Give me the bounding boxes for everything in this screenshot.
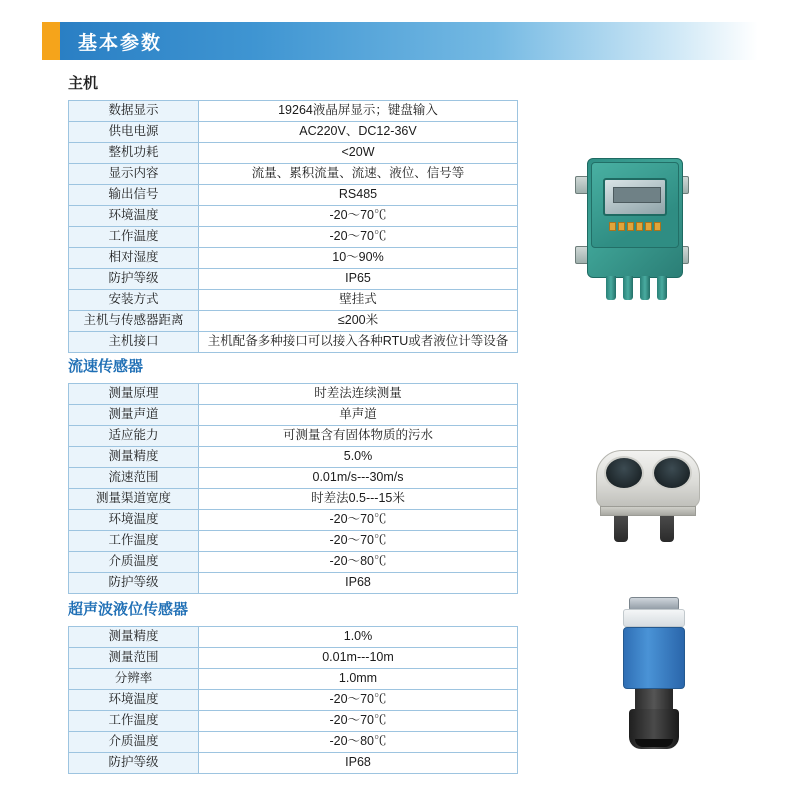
row-value: 1.0%: [199, 627, 518, 648]
banner-accent-block: [42, 22, 60, 60]
table-row: [69, 732, 518, 753]
lcd-screen: [613, 187, 661, 203]
sensor-body: [623, 627, 685, 689]
table-row: [69, 206, 518, 227]
table-row: [69, 290, 518, 311]
row-label: 测量渠道宽度: [69, 489, 199, 510]
display-window: [603, 178, 667, 216]
table-row: [69, 164, 518, 185]
row-value: 5.0%: [199, 447, 518, 468]
table-row: [69, 552, 518, 573]
row-label: 介质温度: [69, 732, 199, 753]
transducer-bore-icon: [604, 456, 644, 490]
mounting-plate: [600, 506, 696, 516]
row-label: 测量原理: [69, 384, 199, 405]
row-value: -20～80℃: [199, 552, 518, 573]
row-label: 主机与传感器距离: [69, 311, 199, 332]
table-row: [69, 185, 518, 206]
row-label: 环境温度: [69, 690, 199, 711]
table-row: [69, 573, 518, 594]
sensor-top-housing: [623, 609, 685, 627]
sensor-stud: [660, 516, 674, 542]
table-row: [69, 447, 518, 468]
level-sensor-photo: [595, 595, 715, 755]
table-row: [69, 627, 518, 648]
row-value: -20～70℃: [199, 711, 518, 732]
row-value: -20～70℃: [199, 227, 518, 248]
section-title-level-sensor: 超声波液位传感器: [68, 601, 189, 618]
table-row: [69, 531, 518, 552]
row-value: RS485: [199, 185, 518, 206]
section-title-flow-sensor: 流速传感器: [68, 358, 144, 375]
row-value: 主机配备多种接口可以接入各种RTU或者液位计等设备: [199, 332, 518, 353]
row-value: 0.01m/s---30m/s: [199, 468, 518, 489]
row-label: 安装方式: [69, 290, 199, 311]
table-main-unit: [68, 100, 518, 353]
row-value: ≤200米: [199, 311, 518, 332]
table-row: [69, 122, 518, 143]
row-value: -20～70℃: [199, 690, 518, 711]
table-row: [69, 468, 518, 489]
row-label: 主机接口: [69, 332, 199, 353]
row-value: 时差法连续测量: [199, 384, 518, 405]
banner-gradient-bar: [60, 22, 758, 60]
row-label: 供电电源: [69, 122, 199, 143]
sensor-stud: [614, 516, 628, 542]
row-label: 环境温度: [69, 510, 199, 531]
table-row: [69, 510, 518, 531]
row-value: AC220V、DC12-36V: [199, 122, 518, 143]
table-row: [69, 426, 518, 447]
row-value: <20W: [199, 143, 518, 164]
table-row: [69, 269, 518, 290]
row-value: 可测量含有固体物质的污水: [199, 426, 518, 447]
table-row: [69, 690, 518, 711]
row-label: 环境温度: [69, 206, 199, 227]
main-unit-photo: [565, 150, 715, 315]
row-label: 介质温度: [69, 552, 199, 573]
section-main-unit: [42, 72, 518, 353]
row-label: 测量精度: [69, 627, 199, 648]
row-value: IP68: [199, 573, 518, 594]
transducer-bore-icon: [652, 456, 692, 490]
row-value: 时差法0.5---15米: [199, 489, 518, 510]
row-label: 测量声道: [69, 405, 199, 426]
table-row: [69, 143, 518, 164]
row-label: 工作温度: [69, 711, 199, 732]
table-level-sensor: [68, 626, 518, 774]
row-value: 10～90%: [199, 248, 518, 269]
row-label: 防护等级: [69, 269, 199, 290]
row-value: 流量、累积流量、流速、液位、信号等: [199, 164, 518, 185]
row-value: 壁挂式: [199, 290, 518, 311]
row-value: 单声道: [199, 405, 518, 426]
row-value: -20～80℃: [199, 732, 518, 753]
table-row: [69, 648, 518, 669]
row-label: 测量范围: [69, 648, 199, 669]
row-label: 整机功耗: [69, 143, 199, 164]
row-label: 输出信号: [69, 185, 199, 206]
row-value: -20～70℃: [199, 510, 518, 531]
cable-glands: [595, 276, 677, 302]
table-row: [69, 101, 518, 122]
row-value: IP68: [199, 753, 518, 774]
row-value: -20～70℃: [199, 206, 518, 227]
table-flow-sensor: [68, 383, 518, 594]
section-title-main-unit: 主机: [68, 75, 99, 92]
row-label: 分辨率: [69, 669, 199, 690]
table-row: [69, 384, 518, 405]
row-label: 防护等级: [69, 753, 199, 774]
table-row: [69, 405, 518, 426]
row-label: 显示内容: [69, 164, 199, 185]
row-value: 1.0mm: [199, 669, 518, 690]
table-row: [69, 332, 518, 353]
row-label: 数据显示: [69, 101, 199, 122]
table-row: [69, 489, 518, 510]
table-row: [69, 711, 518, 732]
table-row: [69, 753, 518, 774]
sensor-neck: [635, 689, 673, 709]
row-label: 相对湿度: [69, 248, 199, 269]
row-value: IP65: [199, 269, 518, 290]
table-row: [69, 248, 518, 269]
section-level-sensor: [42, 598, 518, 774]
row-value: -20～70℃: [199, 531, 518, 552]
row-value: 0.01m---10m: [199, 648, 518, 669]
section-flow-sensor: [42, 355, 518, 594]
row-label: 防护等级: [69, 573, 199, 594]
keypad: [603, 220, 667, 232]
row-label: 适应能力: [69, 426, 199, 447]
banner: [42, 22, 758, 60]
table-row: [69, 227, 518, 248]
banner-title: 基本参数: [78, 32, 163, 54]
table-row: [69, 311, 518, 332]
row-value: 19264液晶屏显示；键盘输入: [199, 101, 518, 122]
row-label: 工作温度: [69, 531, 199, 552]
row-label: 工作温度: [69, 227, 199, 248]
table-row: [69, 669, 518, 690]
row-label: 流速范围: [69, 468, 199, 489]
ultrasonic-horn-icon: [629, 709, 679, 749]
flow-sensor-photo: [590, 440, 710, 560]
row-label: 测量精度: [69, 447, 199, 468]
